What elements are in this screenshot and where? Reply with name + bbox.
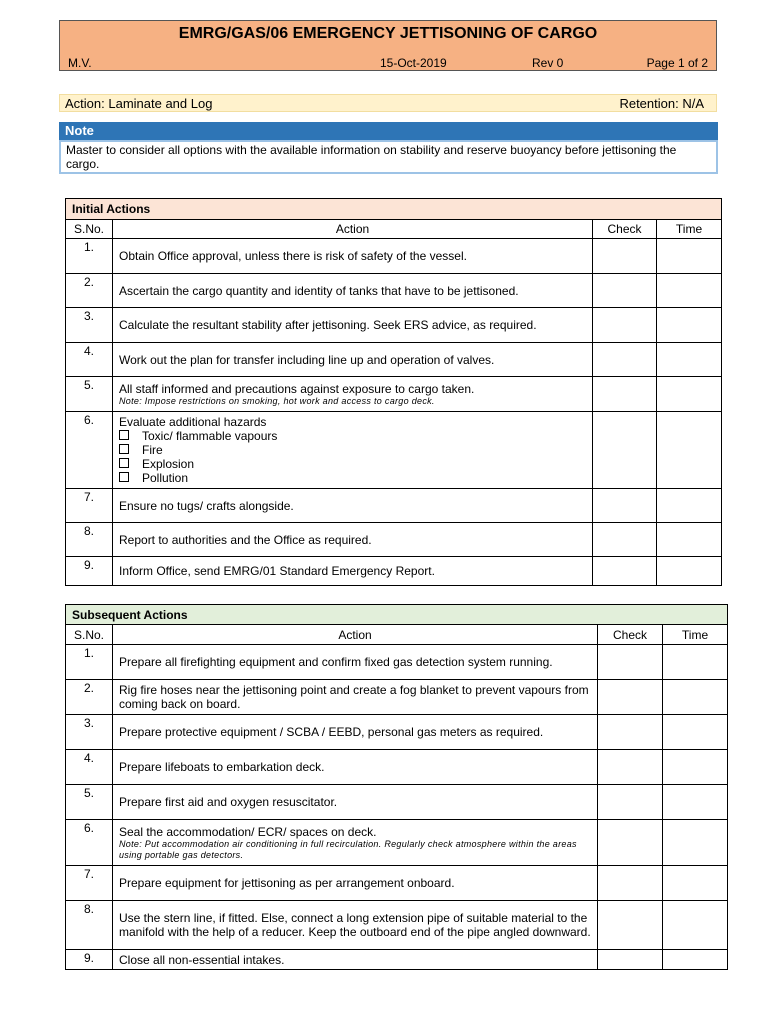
- check-cell[interactable]: [598, 866, 663, 901]
- column-action: Action: [113, 220, 593, 239]
- action-cell: [113, 950, 598, 970]
- action-text: Prepare all firefighting equipment and confirm fixed gas detection system running.: [119, 655, 553, 669]
- action-text: Inform Office, send EMRG/01 Standard Emergency Report.: [119, 564, 435, 578]
- check-cell[interactable]: [593, 412, 657, 489]
- action-text: Prepare protective equipment / SCBA / EEBD, personal gas meters as required.: [119, 725, 544, 739]
- check-cell[interactable]: [598, 750, 663, 785]
- document-date: 15-Oct-2019: [380, 56, 447, 70]
- check-cell[interactable]: [598, 950, 663, 970]
- row-number: 9.: [66, 950, 113, 970]
- time-cell[interactable]: [657, 523, 722, 557]
- time-cell[interactable]: [657, 489, 722, 523]
- action-cell: [113, 715, 598, 750]
- revision: Rev 0: [532, 56, 564, 70]
- table-row: [66, 866, 728, 901]
- table-row: [66, 557, 722, 586]
- checkbox-icon[interactable]: [119, 458, 129, 468]
- row-number: 6.: [66, 820, 113, 866]
- checkbox-icon[interactable]: [119, 430, 129, 440]
- row-number: 7.: [66, 489, 113, 523]
- table-row: [66, 523, 722, 557]
- action-cell: [113, 901, 598, 950]
- action-text: Seal the accommodation/ ECR/ spaces on deck.: [119, 824, 377, 839]
- row-number: 2.: [66, 680, 113, 715]
- table-row: [66, 489, 722, 523]
- action-text: Ascertain the cargo quantity and identity of tanks that have to be jettisoned.: [119, 283, 519, 298]
- checkbox-icon[interactable]: [119, 444, 129, 454]
- row-number: 1.: [66, 645, 113, 680]
- row-number: 3.: [66, 308, 113, 343]
- row-number: 5.: [66, 377, 113, 412]
- action-text: Obtain Office approval, unless there is risk of safety of the vessel.: [119, 249, 467, 263]
- initial-actions-heading: Initial Actions: [66, 199, 722, 220]
- column-sno: S.No.: [66, 220, 113, 239]
- hazard-item: [119, 443, 586, 457]
- time-cell[interactable]: [657, 308, 722, 343]
- action-cell: [113, 377, 593, 412]
- check-cell[interactable]: [593, 377, 657, 412]
- row-number: 2.: [66, 274, 113, 308]
- action-text: Rig fire hoses near the jettisoning point and create a fog blanket to prevent vapours from coming back on board.: [119, 683, 589, 711]
- column-check: Check: [598, 625, 663, 645]
- table-row: [66, 377, 722, 412]
- note-heading: Note: [59, 122, 718, 140]
- time-cell[interactable]: [663, 715, 728, 750]
- row-number: 5.: [66, 785, 113, 820]
- time-cell[interactable]: [663, 820, 728, 866]
- time-cell[interactable]: [663, 866, 728, 901]
- action-text: Ensure no tugs/ crafts alongside.: [119, 498, 294, 513]
- row-number: 3.: [66, 715, 113, 750]
- column-action: Action: [113, 625, 598, 645]
- check-cell[interactable]: [598, 680, 663, 715]
- action-cell: [113, 557, 593, 586]
- page-number: Page 1 of 2: [646, 56, 708, 70]
- action-text: Report to authorities and the Office as required.: [119, 532, 372, 547]
- time-cell[interactable]: [663, 785, 728, 820]
- column-time: Time: [663, 625, 728, 645]
- check-cell[interactable]: [593, 274, 657, 308]
- check-cell[interactable]: [593, 308, 657, 343]
- time-cell[interactable]: [657, 274, 722, 308]
- hazard-item: [119, 429, 586, 443]
- check-cell[interactable]: [593, 489, 657, 523]
- hazard-label: Pollution: [142, 471, 189, 485]
- action-cell: [113, 343, 593, 377]
- action-text: All staff informed and precautions against exposure to cargo taken.: [119, 381, 475, 396]
- note-text: Master to consider all options with the available information on stability and reserve buoyancy before jettisoning the cargo.: [59, 140, 718, 174]
- action-text: Work out the plan for transfer including line up and operation of valves.: [119, 352, 495, 367]
- row-number: 9.: [66, 557, 113, 586]
- check-cell[interactable]: [598, 645, 663, 680]
- document-header: [59, 20, 717, 71]
- hazard-label: Fire: [142, 443, 163, 457]
- row-number: 8.: [66, 523, 113, 557]
- table-row: [66, 785, 728, 820]
- table-row: [66, 645, 728, 680]
- vessel-label: M.V.: [68, 56, 92, 70]
- action-text: Evaluate additional hazards: [119, 415, 267, 429]
- initial-actions-table: [65, 198, 722, 586]
- table-row: [66, 343, 722, 377]
- hazard-item: [119, 457, 586, 471]
- check-cell[interactable]: [593, 557, 657, 586]
- action-text: Close all non-essential intakes.: [119, 952, 285, 967]
- table-row: [66, 715, 728, 750]
- action-retention-bar: [59, 94, 717, 112]
- row-number: 4.: [66, 343, 113, 377]
- table-row: [66, 820, 728, 866]
- hazard-label: Explosion: [142, 457, 195, 471]
- action-note: Note: Impose restrictions on smoking, hot work and access to cargo deck.: [119, 395, 435, 406]
- row-number: 6.: [66, 412, 113, 489]
- row-number: 8.: [66, 901, 113, 950]
- action-cell: [113, 308, 593, 343]
- retention-label: Retention: N/A: [619, 96, 704, 111]
- time-cell[interactable]: [657, 239, 722, 274]
- action-cell: [113, 680, 598, 715]
- table-row: [66, 308, 722, 343]
- checkbox-icon[interactable]: [119, 472, 129, 482]
- column-sno: S.No.: [66, 625, 113, 645]
- action-cell: [113, 239, 593, 274]
- subsequent-actions-table: [65, 604, 728, 970]
- check-cell[interactable]: [598, 820, 663, 866]
- row-number: 7.: [66, 866, 113, 901]
- check-cell[interactable]: [598, 785, 663, 820]
- subsequent-actions-heading: Subsequent Actions: [66, 605, 728, 625]
- time-cell[interactable]: [663, 750, 728, 785]
- table-row: [66, 901, 728, 950]
- time-cell[interactable]: [663, 645, 728, 680]
- time-cell[interactable]: [657, 557, 722, 586]
- action-text: Prepare equipment for jettisoning as per arrangement onboard.: [119, 876, 455, 890]
- hazard-label: Toxic/ flammable vapours: [142, 429, 278, 443]
- check-cell[interactable]: [593, 343, 657, 377]
- action-text: Prepare first aid and oxygen resuscitator.: [119, 795, 338, 809]
- time-cell[interactable]: [663, 680, 728, 715]
- action-cell: [113, 866, 598, 901]
- time-cell[interactable]: [663, 950, 728, 970]
- column-check: Check: [593, 220, 657, 239]
- table-row: [66, 680, 728, 715]
- time-cell[interactable]: [663, 901, 728, 950]
- check-cell[interactable]: [598, 715, 663, 750]
- action-cell: [113, 645, 598, 680]
- action-cell: [113, 750, 598, 785]
- table-row: [66, 274, 722, 308]
- table-row: [66, 239, 722, 274]
- check-cell[interactable]: [593, 239, 657, 274]
- check-cell[interactable]: [593, 523, 657, 557]
- time-cell[interactable]: [657, 343, 722, 377]
- action-text: Prepare lifeboats to embarkation deck.: [119, 760, 325, 774]
- action-cell: [113, 412, 593, 489]
- row-number: 4.: [66, 750, 113, 785]
- action-label: Action: Laminate and Log: [65, 96, 213, 111]
- column-time: Time: [657, 220, 722, 239]
- table-row: [66, 412, 722, 489]
- table-row: [66, 950, 728, 970]
- time-cell[interactable]: [657, 412, 722, 489]
- action-cell: [113, 489, 593, 523]
- action-text: Use the stern line, if fitted. Else, connect a long extension pipe of suitable material to the manifold with the help of a reducer. Keep the outboard end of the pipe angled downward.: [119, 911, 591, 939]
- action-cell: [113, 785, 598, 820]
- action-cell: [113, 820, 598, 866]
- document-title: EMRG/GAS/06 EMERGENCY JETTISONING OF CARGO: [178, 25, 598, 42]
- action-note: Note: Put accommodation air conditioning in full recirculation. Regularly check atmosphere within the areas using portable gas detectors.: [119, 838, 577, 860]
- hazard-item: [119, 471, 586, 485]
- action-text: Calculate the resultant stability after jettisoning. Seek ERS advice, as required.: [119, 318, 537, 332]
- action-cell: [113, 523, 593, 557]
- table-row: [66, 750, 728, 785]
- row-number: 1.: [66, 239, 113, 274]
- action-cell: [113, 274, 593, 308]
- time-cell[interactable]: [657, 377, 722, 412]
- check-cell[interactable]: [598, 901, 663, 950]
